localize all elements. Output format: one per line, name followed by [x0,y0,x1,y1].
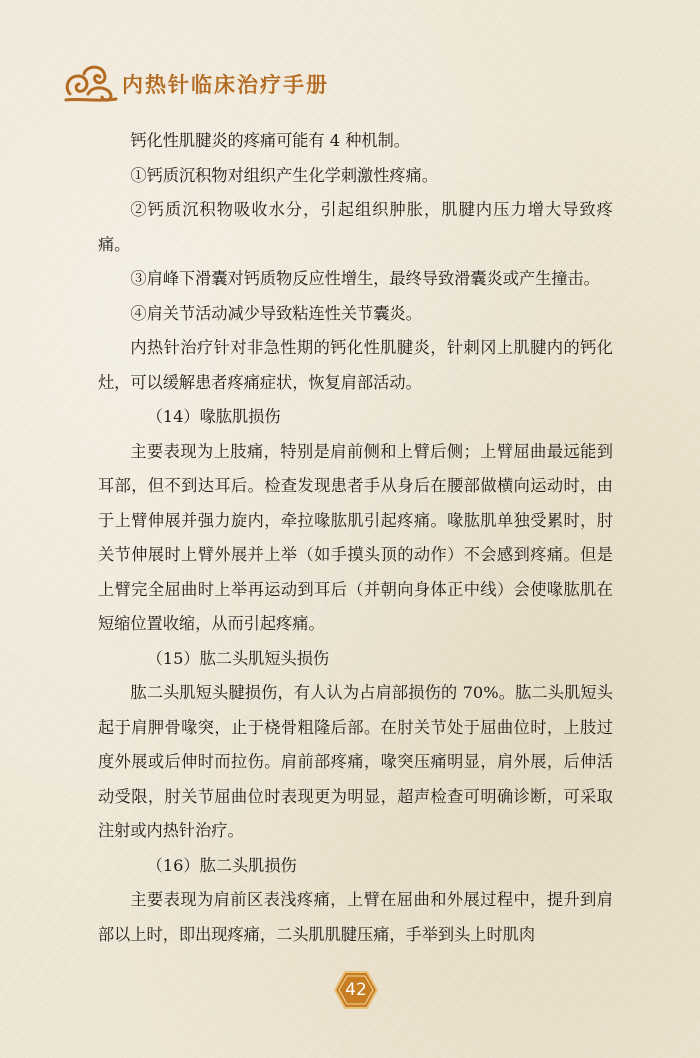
page-number: 42 [345,980,367,1000]
section-heading: （16）肱二头肌损伤 [146,855,297,875]
list-item: ④肩关节活动减少导致粘连性关节囊炎。 [130,303,422,323]
page-number-badge [334,970,378,1010]
paragraph: 钙化性肌腱炎的疼痛可能有 4 种机制。 [130,131,410,150]
section-heading: （14）喙肱肌损伤 [146,407,281,426]
cloud-scroll-ornament-icon [62,64,118,104]
section-heading: （15）肱二头肌短头损伤 [146,648,330,668]
list-item: ①钙质沉积物对组织产生化学刺激性疼痛。 [130,165,438,185]
paragraph: 内热针治疗针对非急性期的钙化性肌腱炎，针刺冈上肌腱内的钙化灶，可以缓解患者疼痛症状，恢复肩部活动。 [98,338,613,392]
paragraph: 肱二头肌短头腱损伤，有人认为占肩部损伤的 70%。肱二头肌短头起于肩胛骨喙突，止于桡骨粗隆后部。在肘关节处于屈曲位时，上肢过度外展或后伸时而拉伤。肩前部疼痛，喙突压痛明显，肩外展，后伸活动受限，肘关节屈曲位时表现更为明显，超声检查可明确诊断，可采取注射或内热针治疗。 [98,683,613,840]
body-text [98,124,613,952]
list-item: ③肩峰下滑囊对钙质物反应性增生，最终导致滑囊炎或产生撞击。 [130,269,600,288]
running-header [62,62,462,106]
paragraph: 主要表现为上肢痛，特别是肩前侧和上臂后侧；上臂屈曲最远能到耳部，但不到达耳后。检查发现患者手从身后在腰部做横向运动时，由于上臂伸展并强力旋内，牵拉喙肱肌引起疼痛。喙肱肌单独受累时，肘关节伸展时上臂外展并上举（如手摸头顶的动作）不会感到疼痛。但是上臂完全屈曲时上举再运动到耳后（并朝向身体正中线）会使喙肱肌在短缩位置收缩，从而引起疼痛。 [98,441,613,633]
header-title: 内热针临床治疗手册 [122,73,329,97]
list-item: ②钙质沉积物吸收水分，引起组织肿胀，肌腱内压力增大导致疼痛。 [98,200,613,254]
paragraph: 主要表现为肩前区表浅疼痛，上臂在屈曲和外展过程中，提升到肩部以上时，即出现疼痛，二头肌肌腱压痛，手举到头上时肌肉 [98,890,613,944]
